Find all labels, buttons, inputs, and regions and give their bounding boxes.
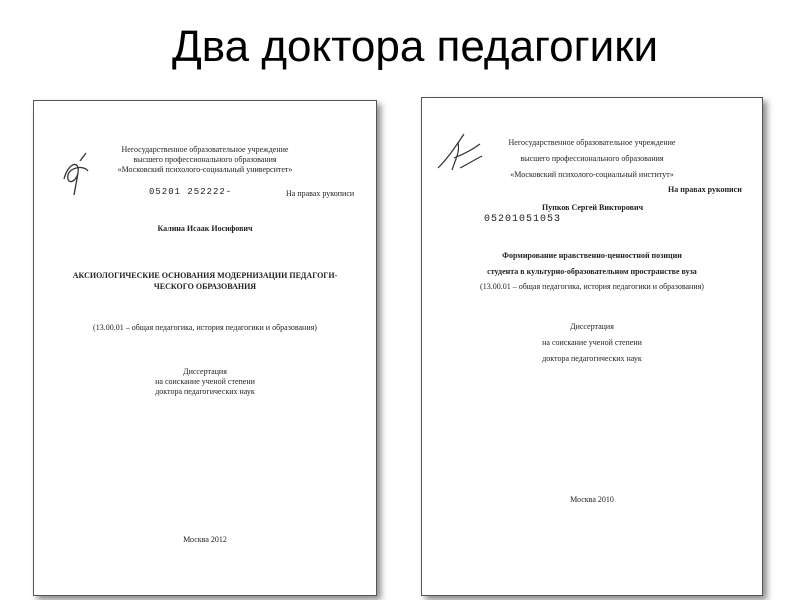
dissertation-page-right	[421, 97, 763, 596]
handwritten-signature-icon	[434, 128, 486, 176]
degree-line-2: на соискание ученой степени	[542, 338, 642, 347]
institution-line-1: Негосударственное образовательное учреждение	[508, 138, 676, 147]
thesis-title-line-2: ЧЕСКОГО ОБРАЗОВАНИЯ	[153, 282, 257, 291]
speciality: (13.00.01 – общая педагогика, история педагогики и образования)	[93, 323, 317, 332]
dissertation-page-left	[33, 100, 377, 596]
rights-notice: На правах рукописи	[668, 185, 742, 194]
degree-line-1: Диссертация	[183, 367, 227, 376]
institution-line-2: высшего профессионального образования	[520, 154, 664, 163]
registration-code: 05201051053	[484, 214, 562, 225]
author-name: Пупков Сергей Викторович	[542, 203, 644, 212]
slide-title: Два доктора педагогики	[172, 22, 659, 71]
institution-line-3: «Московский психолого-социальный институт»	[510, 170, 674, 179]
city-year: Москва 2010	[570, 495, 614, 504]
registration-code: 05201 252222-	[149, 187, 233, 197]
degree-line-1: Диссертация	[570, 322, 614, 331]
city-year: Москва 2012	[183, 535, 227, 544]
degree-line-2: на соискание ученой степени	[155, 377, 255, 386]
institution-line-3: «Московский психолого-социальный университет»	[117, 165, 293, 174]
institution-line-2: высшего профессионального образования	[133, 155, 277, 164]
degree-line-3: доктора педагогических наук	[155, 387, 255, 396]
degree-line-3: доктора педагогических наук	[542, 354, 642, 363]
thesis-title-line-1: Формирование нравственно-ценностной позиции	[502, 251, 682, 260]
thesis-title-line-1: АКСИОЛОГИЧЕСКИЕ ОСНОВАНИЯ МОДЕРНИЗАЦИИ ПЕДАГОГИ-	[72, 271, 338, 280]
thesis-title-line-2: студента в культурно-образовательном пространстве вуза	[487, 267, 697, 276]
author-name: Калина Исаак Иосифович	[157, 224, 253, 233]
speciality: (13.00.01 – общая педагогика, история педагогики и образования)	[480, 282, 704, 291]
institution-line-1: Негосударственное образовательное учреждение	[121, 145, 289, 154]
rights-notice: На правах рукописи	[286, 189, 355, 198]
